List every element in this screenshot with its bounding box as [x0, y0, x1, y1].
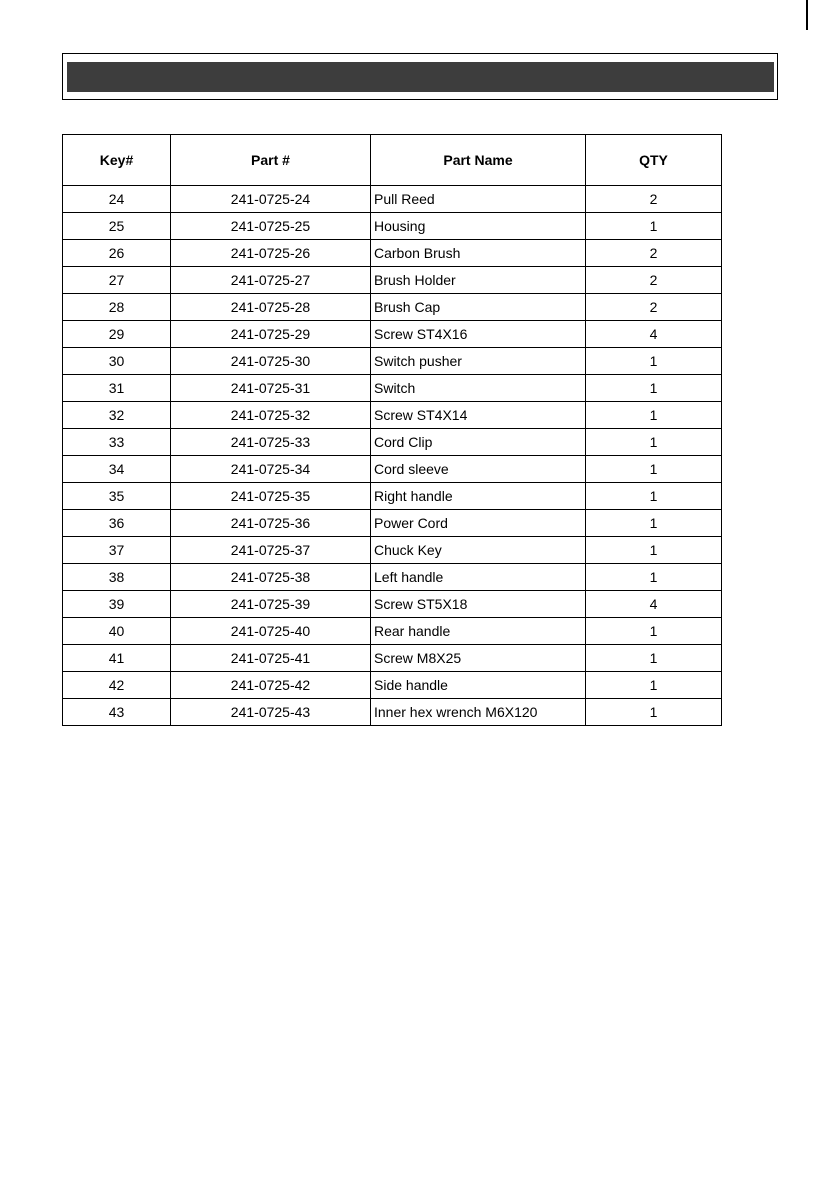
cell-qty: 2: [586, 294, 722, 321]
cell-part-name: Right handle: [371, 483, 586, 510]
cell-part-number: 241-0725-36: [171, 510, 371, 537]
cell-qty: 1: [586, 564, 722, 591]
cell-qty: 2: [586, 186, 722, 213]
cell-part-number: 241-0725-30: [171, 348, 371, 375]
cell-key: 26: [63, 240, 171, 267]
cell-part-name: Carbon Brush: [371, 240, 586, 267]
column-header-qty: QTY: [586, 135, 722, 186]
table-row: [63, 429, 722, 456]
cell-qty: 1: [586, 510, 722, 537]
cell-qty: 1: [586, 213, 722, 240]
cell-key: 33: [63, 429, 171, 456]
cell-qty: 4: [586, 321, 722, 348]
cell-key: 35: [63, 483, 171, 510]
cell-part-number: 241-0725-33: [171, 429, 371, 456]
table-row: [63, 672, 722, 699]
cell-part-number: 241-0725-26: [171, 240, 371, 267]
table-row: [63, 348, 722, 375]
cell-qty: 1: [586, 429, 722, 456]
cell-part-number: 241-0725-39: [171, 591, 371, 618]
table-row: [63, 510, 722, 537]
cell-key: 42: [63, 672, 171, 699]
table-header-row: [63, 135, 722, 186]
cell-part-number: 241-0725-34: [171, 456, 371, 483]
cell-part-number: 241-0725-43: [171, 699, 371, 726]
cell-part-number: 241-0725-29: [171, 321, 371, 348]
cell-part-number: 241-0725-37: [171, 537, 371, 564]
cell-key: 27: [63, 267, 171, 294]
section-header: [62, 53, 778, 100]
cell-part-name: Pull Reed: [371, 186, 586, 213]
section-header-band: [67, 62, 774, 92]
cell-qty: 1: [586, 672, 722, 699]
cell-part-number: 241-0725-40: [171, 618, 371, 645]
cell-part-name: Brush Holder: [371, 267, 586, 294]
table-row: [63, 456, 722, 483]
table-row: [63, 591, 722, 618]
cell-qty: 1: [586, 645, 722, 672]
table-row: [63, 537, 722, 564]
cell-part-name: Switch pusher: [371, 348, 586, 375]
cell-part-number: 241-0725-42: [171, 672, 371, 699]
cell-key: 24: [63, 186, 171, 213]
column-header-part-name: Part Name: [371, 135, 586, 186]
cell-part-number: 241-0725-32: [171, 402, 371, 429]
table-row: [63, 375, 722, 402]
table-row: [63, 402, 722, 429]
table-row: [63, 267, 722, 294]
table-row: [63, 564, 722, 591]
cell-key: 30: [63, 348, 171, 375]
cell-part-name: Brush Cap: [371, 294, 586, 321]
cell-qty: 1: [586, 456, 722, 483]
cell-qty: 2: [586, 267, 722, 294]
cell-key: 25: [63, 213, 171, 240]
cell-key: 34: [63, 456, 171, 483]
table-row: [63, 618, 722, 645]
table-body: [63, 186, 722, 726]
cell-qty: 2: [586, 240, 722, 267]
cell-part-name: Rear handle: [371, 618, 586, 645]
cell-qty: 4: [586, 591, 722, 618]
cell-key: 31: [63, 375, 171, 402]
cell-key: 43: [63, 699, 171, 726]
cell-key: 29: [63, 321, 171, 348]
table-row: [63, 294, 722, 321]
cell-qty: 1: [586, 402, 722, 429]
cell-part-name: Left handle: [371, 564, 586, 591]
cell-part-name: Inner hex wrench M6X120: [371, 699, 586, 726]
page-corner-mark: [806, 0, 808, 30]
cell-qty: 1: [586, 375, 722, 402]
cell-qty: 1: [586, 537, 722, 564]
cell-part-name: Cord Clip: [371, 429, 586, 456]
table-row: [63, 645, 722, 672]
cell-qty: 1: [586, 618, 722, 645]
cell-part-number: 241-0725-28: [171, 294, 371, 321]
table-row: [63, 483, 722, 510]
column-header-key: Key#: [63, 135, 171, 186]
cell-part-name: Screw ST5X18: [371, 591, 586, 618]
table-row: [63, 186, 722, 213]
cell-part-number: 241-0725-25: [171, 213, 371, 240]
cell-qty: 1: [586, 699, 722, 726]
cell-key: 39: [63, 591, 171, 618]
cell-key: 40: [63, 618, 171, 645]
table-row: [63, 240, 722, 267]
cell-part-name: Cord sleeve: [371, 456, 586, 483]
cell-part-name: Side handle: [371, 672, 586, 699]
cell-key: 41: [63, 645, 171, 672]
cell-key: 36: [63, 510, 171, 537]
cell-part-name: Switch: [371, 375, 586, 402]
table-row: [63, 321, 722, 348]
cell-part-name: Screw M8X25: [371, 645, 586, 672]
cell-part-name: Screw ST4X16: [371, 321, 586, 348]
cell-key: 37: [63, 537, 171, 564]
cell-part-number: 241-0725-31: [171, 375, 371, 402]
cell-part-number: 241-0725-27: [171, 267, 371, 294]
table-row: [63, 213, 722, 240]
cell-part-number: 241-0725-38: [171, 564, 371, 591]
cell-qty: 1: [586, 483, 722, 510]
cell-part-number: 241-0725-35: [171, 483, 371, 510]
cell-part-name: Screw ST4X14: [371, 402, 586, 429]
cell-key: 38: [63, 564, 171, 591]
cell-part-name: Housing: [371, 213, 586, 240]
cell-part-name: Chuck Key: [371, 537, 586, 564]
cell-qty: 1: [586, 348, 722, 375]
cell-key: 32: [63, 402, 171, 429]
parts-list-table: [62, 134, 722, 726]
cell-key: 28: [63, 294, 171, 321]
table-row: [63, 699, 722, 726]
cell-part-name: Power Cord: [371, 510, 586, 537]
cell-part-number: 241-0725-24: [171, 186, 371, 213]
column-header-part-number: Part #: [171, 135, 371, 186]
cell-part-number: 241-0725-41: [171, 645, 371, 672]
